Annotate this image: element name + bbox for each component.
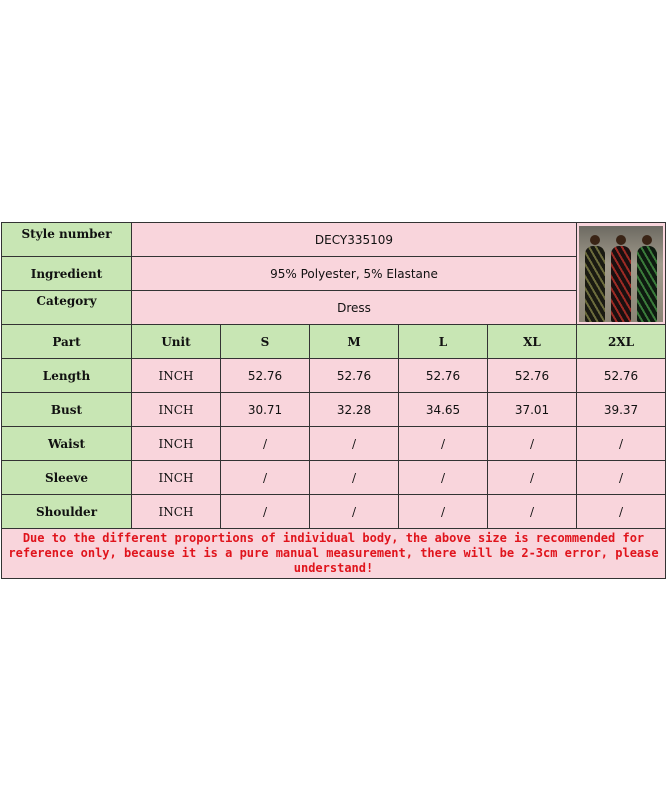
measurement-cell: / <box>577 427 666 461</box>
measurement-cell: 39.37 <box>577 393 666 427</box>
style-number-label: Style number <box>2 223 132 257</box>
unit-cell: INCH <box>132 359 221 393</box>
measurement-cell: / <box>488 495 577 529</box>
measurement-cell: / <box>221 495 310 529</box>
size-header: XL <box>488 325 577 359</box>
measurement-cell: / <box>399 461 488 495</box>
product-photo-cell <box>577 223 666 325</box>
measurement-cell: / <box>488 461 577 495</box>
unit-cell: INCH <box>132 495 221 529</box>
category-value: Dress <box>132 291 577 325</box>
measurement-cell: 32.28 <box>310 393 399 427</box>
measurement-cell: / <box>310 461 399 495</box>
category-row <box>2 291 666 325</box>
model-figure <box>635 235 659 322</box>
unit-cell: INCH <box>132 393 221 427</box>
ingredient-row <box>2 257 666 291</box>
note-row <box>2 529 666 579</box>
ingredient-value: 95% Polyester, 5% Elastane <box>132 257 577 291</box>
measurement-cell: 52.76 <box>577 359 666 393</box>
table-row <box>2 359 666 393</box>
size-header-row <box>2 325 666 359</box>
part-label: Sleeve <box>2 461 132 495</box>
category-label: Category <box>2 291 132 325</box>
measurement-cell: 37.01 <box>488 393 577 427</box>
measurement-cell: / <box>310 495 399 529</box>
measurement-cell: / <box>310 427 399 461</box>
measurement-cell: / <box>488 427 577 461</box>
measurement-cell: 34.65 <box>399 393 488 427</box>
ingredient-label: Ingredient <box>2 257 132 291</box>
size-chart-table <box>1 222 666 579</box>
unit-cell: INCH <box>132 427 221 461</box>
measurement-cell: / <box>221 427 310 461</box>
table-row <box>2 461 666 495</box>
measurement-cell: / <box>577 461 666 495</box>
unit-header: Unit <box>132 325 221 359</box>
table-row <box>2 393 666 427</box>
part-label: Length <box>2 359 132 393</box>
unit-cell: INCH <box>132 461 221 495</box>
model-figure <box>609 235 633 322</box>
measurement-cell: 52.76 <box>221 359 310 393</box>
style-number-value: DECY335109 <box>132 223 577 257</box>
measurement-cell: 52.76 <box>399 359 488 393</box>
part-header: Part <box>2 325 132 359</box>
measurement-cell: / <box>577 495 666 529</box>
measurement-cell: / <box>399 495 488 529</box>
measurement-cell: 52.76 <box>310 359 399 393</box>
measurement-cell: / <box>221 461 310 495</box>
part-label: Waist <box>2 427 132 461</box>
measurement-cell: 52.76 <box>488 359 577 393</box>
model-figure <box>583 235 607 322</box>
size-disclaimer-note: Due to the different proportions of individual body, the above size is recommended for reference only, because it is a pure manual measurement, there will be 2-3cm error, please understand! <box>2 529 666 579</box>
measurement-cell: / <box>399 427 488 461</box>
size-header: S <box>221 325 310 359</box>
part-label: Bust <box>2 393 132 427</box>
product-photo <box>579 226 663 322</box>
measurement-cell: 30.71 <box>221 393 310 427</box>
table-row <box>2 495 666 529</box>
size-header: 2XL <box>577 325 666 359</box>
size-header: M <box>310 325 399 359</box>
table-row <box>2 427 666 461</box>
part-label: Shoulder <box>2 495 132 529</box>
style-number-row <box>2 223 666 257</box>
size-header: L <box>399 325 488 359</box>
